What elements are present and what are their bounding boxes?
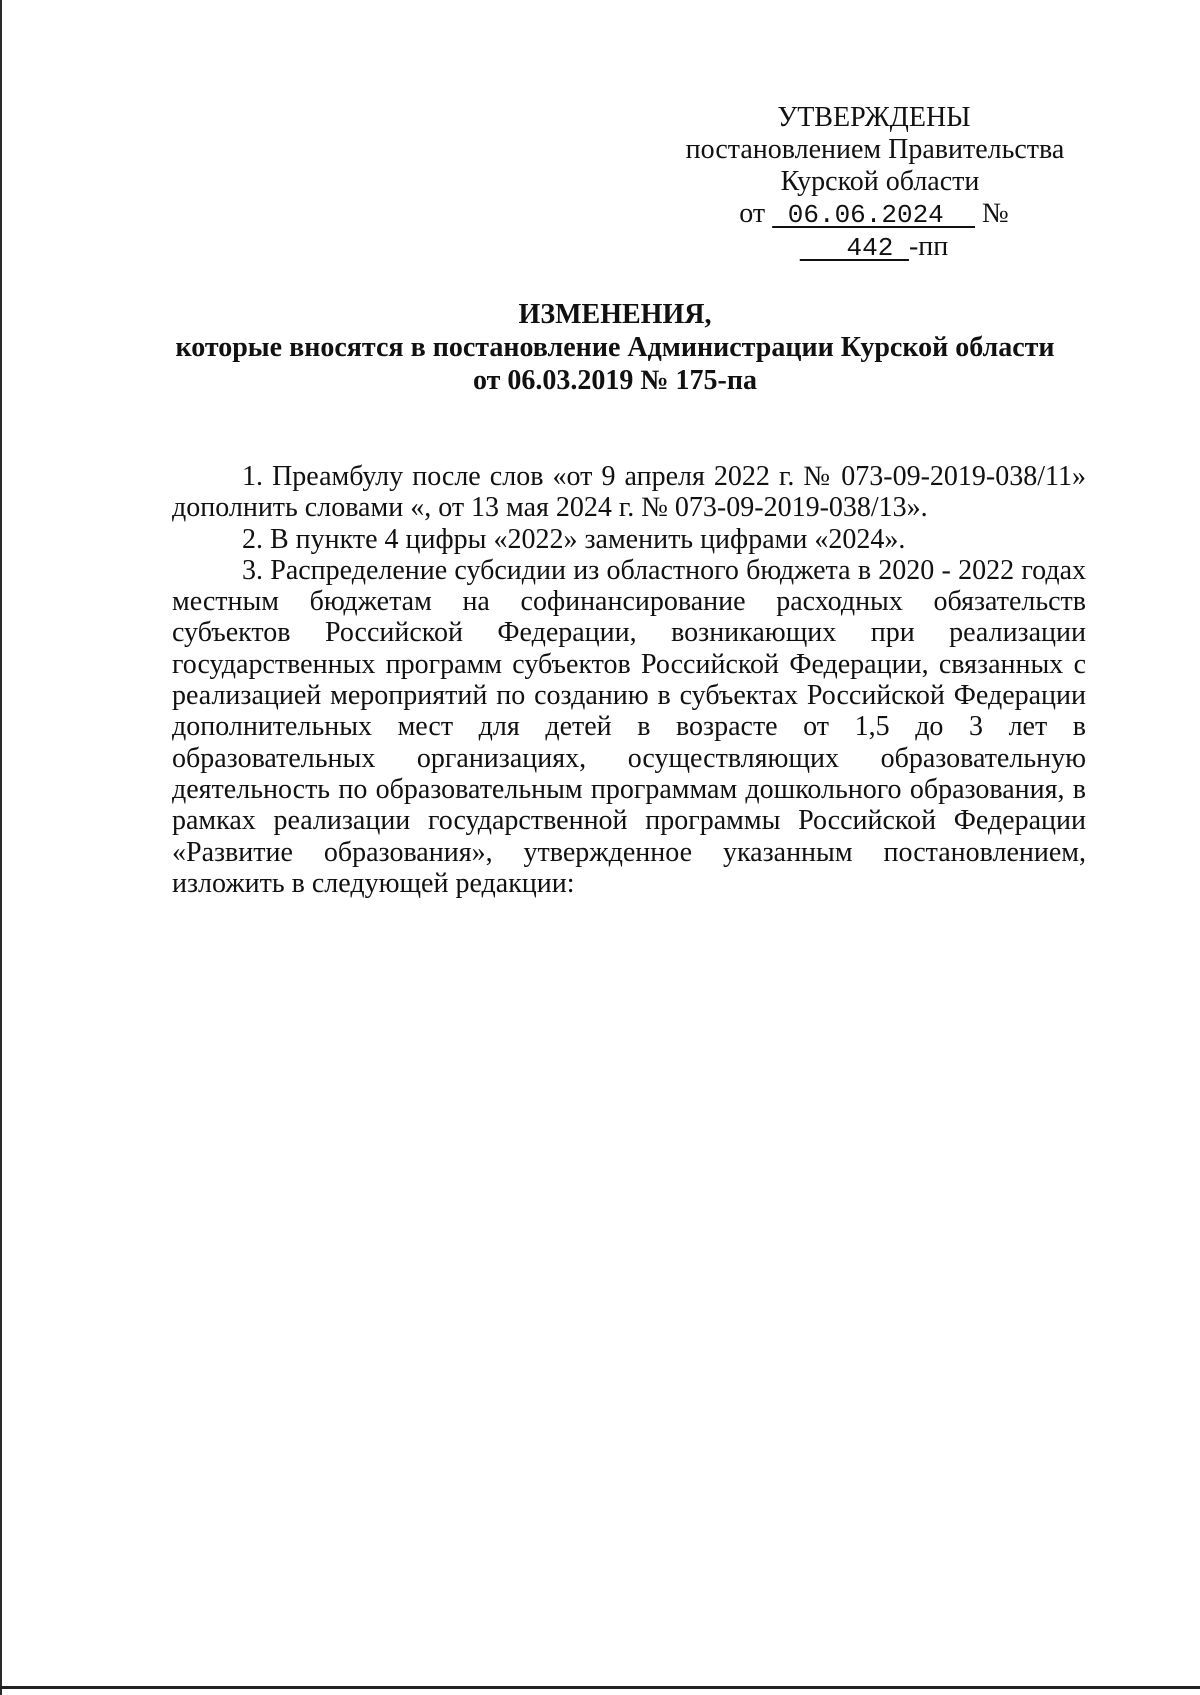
approval-issuer: постановлением Правительства	[685, 134, 1065, 165]
title-heading: ИЗМЕНЕНИЯ,	[518, 299, 712, 330]
scan-edge-left	[0, 0, 2, 1695]
paragraph-2: 2. В пункте 4 цифры «2022» заменить цифрами «2024».	[242, 523, 906, 555]
date-prefix: от	[739, 198, 766, 229]
paragraph-1: 1. Преамбулу после слов «от 9 апреля 2022 г. № 073-09-2019-038/11» дополнить словами «, от 13 мая 2024 г. № 073-09-2019-038/13».	[172, 461, 1086, 524]
title-reference: от 06.03.2019 № 175-па	[473, 365, 757, 396]
approval-number: 442	[799, 233, 909, 263]
approval-region: Курской области	[780, 166, 980, 197]
document-title	[150, 298, 1080, 397]
scan-edge-bottom	[0, 1686, 1200, 1689]
approval-date: 06.06.2024	[772, 200, 975, 230]
number-suffix: -пп	[908, 231, 949, 262]
approval-stamp	[660, 102, 1080, 263]
approval-date-line	[668, 198, 1080, 263]
paragraph-3: 3. Распределение субсидии из областного бюджета в 2020 - 2022 годах местным бюджетам на софинансирование расходных обязательств субъектов Российской Федерации, возникающих при реализации государственных программ субъектов Российской Федерации, связанных с реализацией мероприятий по созданию в субъектах Российской Федерации дополнительных мест для детей в возрасте от 1,5 до 3 лет в образовательных организациях, осуществляющих образовательную деятельность по образовательным программам дошкольного образования, в рамках реализации государственной программы Российской Федерации «Развитие образования», утвержденное указанным постановлением, изложить в следующей редакции:	[172, 554, 1086, 899]
document-body	[172, 461, 1086, 899]
number-sign: №	[982, 198, 1009, 229]
approval-title: УТВЕРЖДЕНЫ	[777, 102, 971, 133]
title-subject: которые вносятся в постановление Администрации Курской области	[175, 332, 1055, 363]
